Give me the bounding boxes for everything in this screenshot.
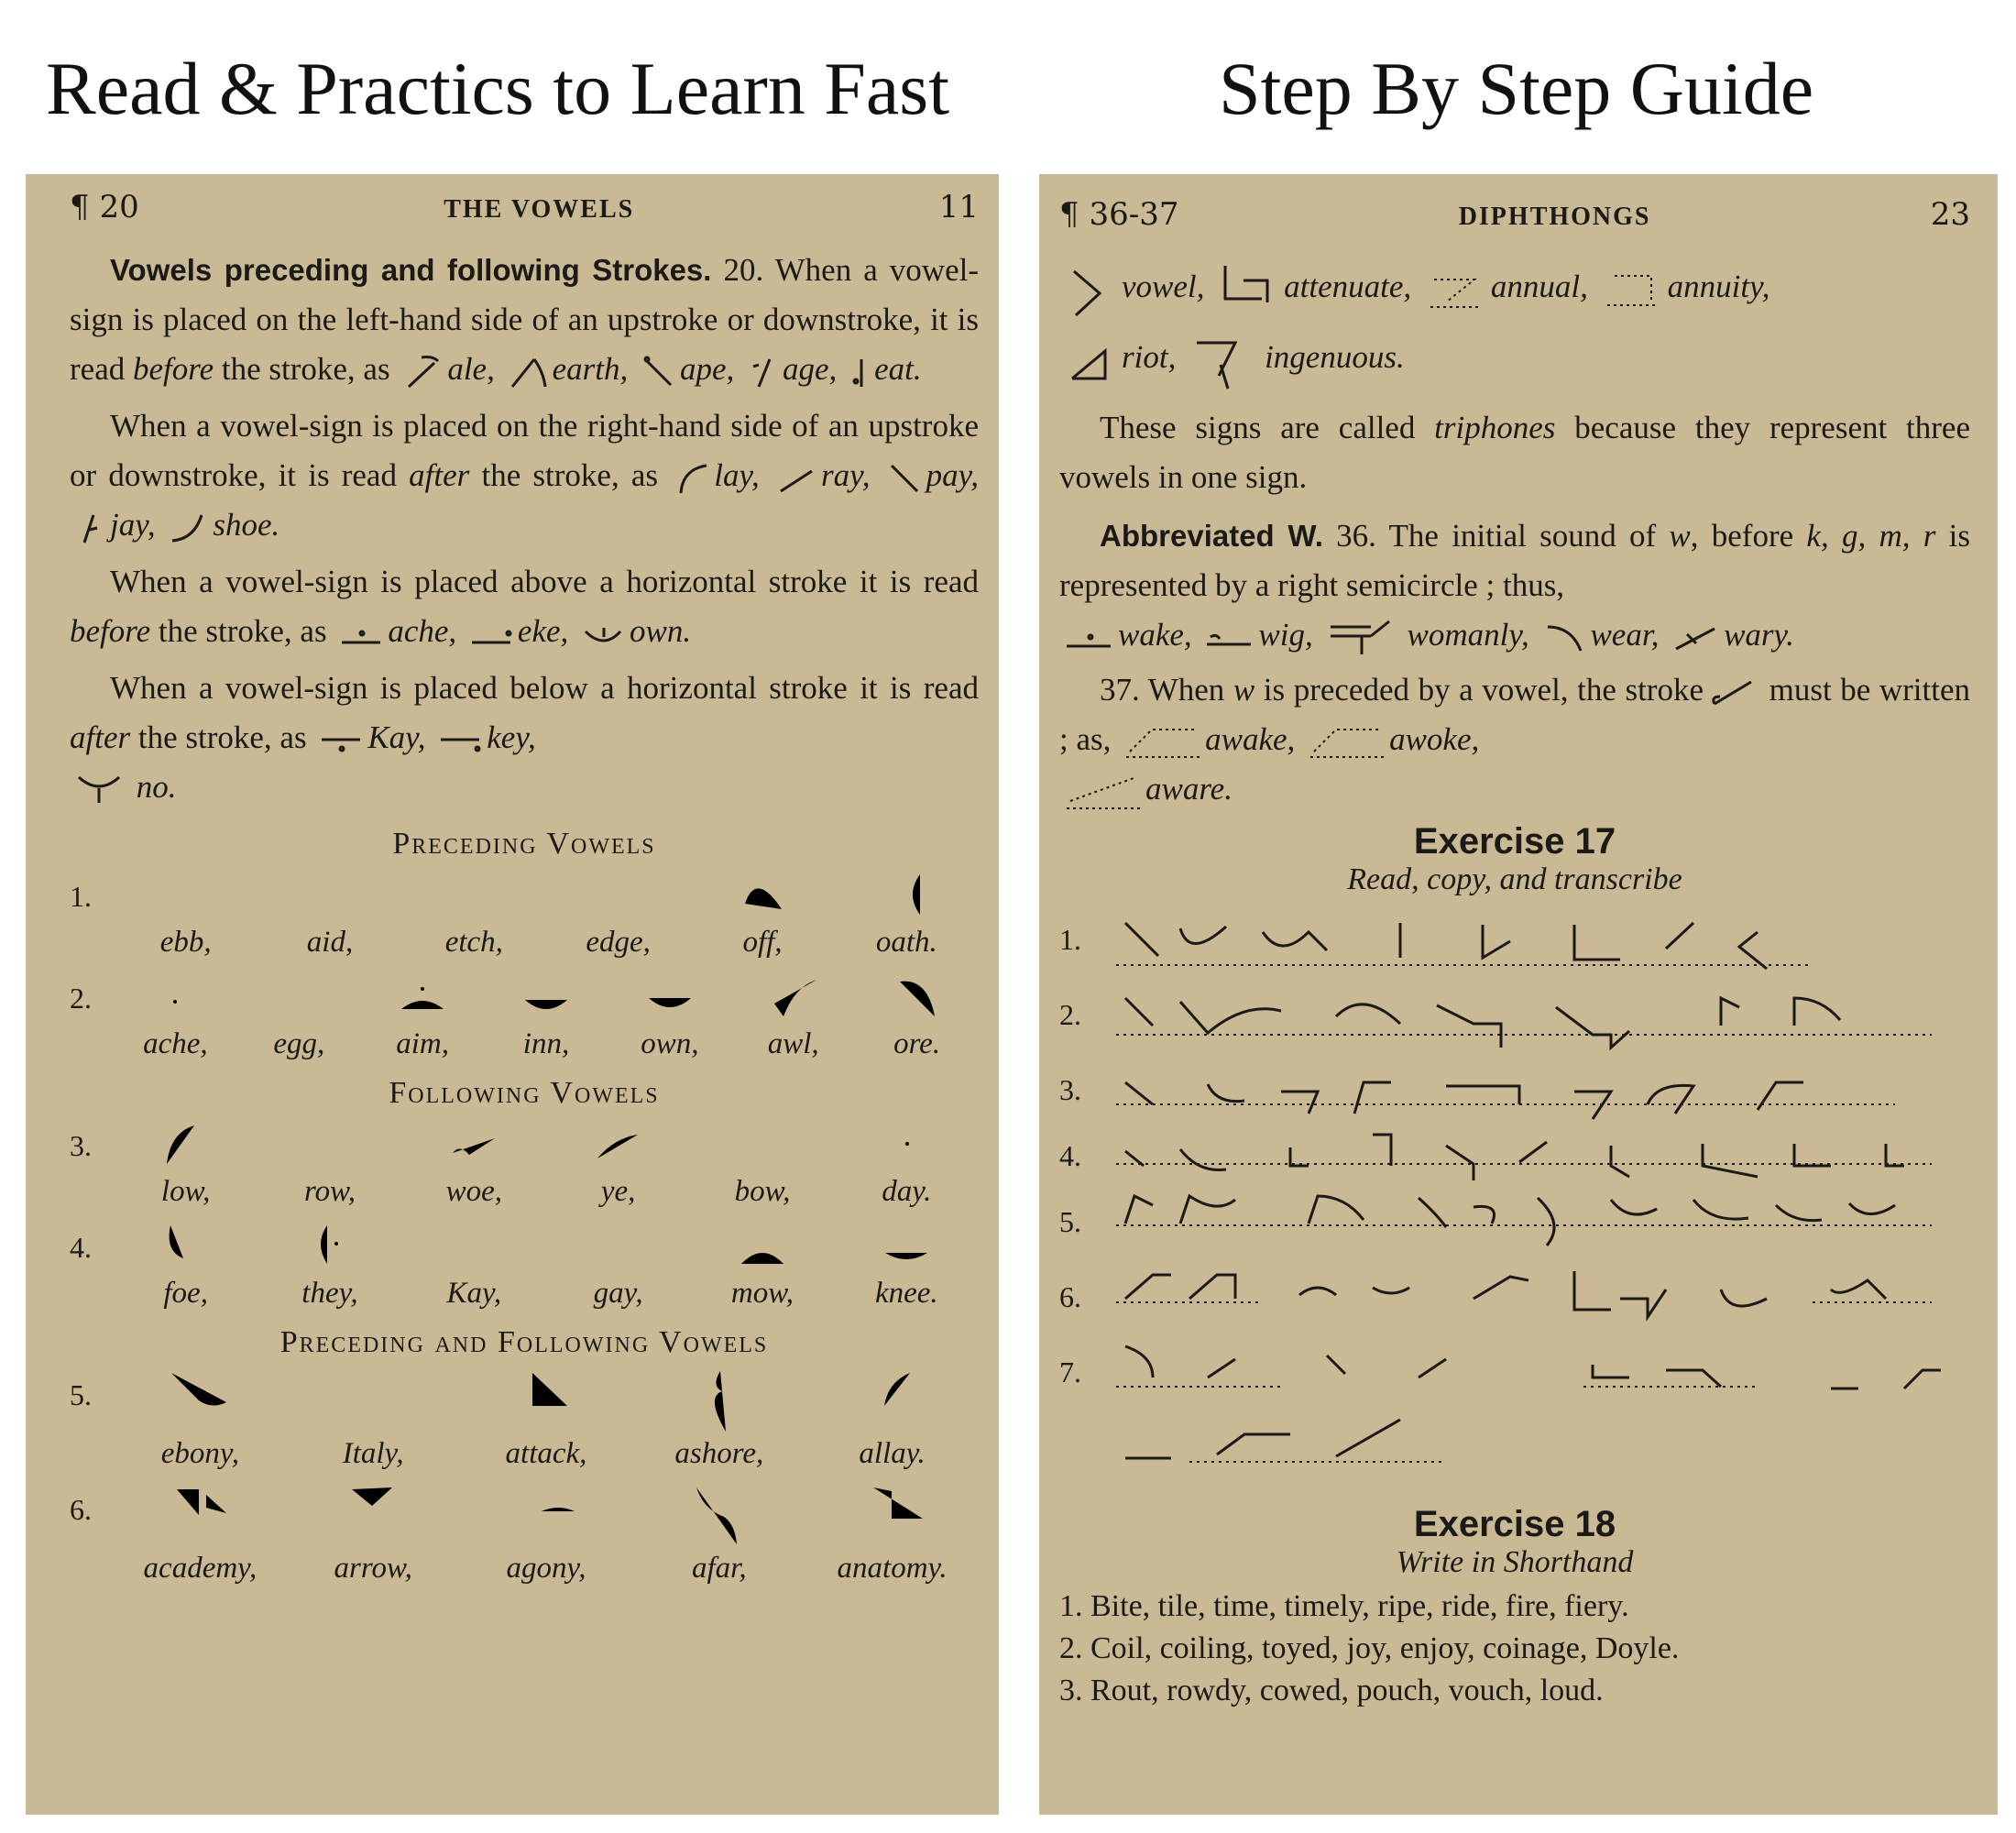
running-title: THE VOWELS xyxy=(444,195,635,224)
paragraph-vowels-below-cont: no. xyxy=(70,763,979,812)
shorthand-stroke-icon xyxy=(1203,624,1255,652)
shorthand-stroke-icon xyxy=(678,1480,761,1550)
shorthand-stroke-icon xyxy=(73,772,125,808)
vowel-example: oath. xyxy=(835,867,979,960)
exercise-row xyxy=(1059,1410,1970,1486)
shorthand-stroke-icon xyxy=(437,727,483,754)
shorthand-stroke-icon xyxy=(505,1366,587,1435)
exercise-18-subtitle: Write in Shorthand xyxy=(1396,1544,1634,1579)
paragraph-vowels-below: When a vowel-sign is placed below a horizontal stroke it is read after the stroke, as Kay, key, xyxy=(70,670,979,755)
shorthand-stroke-icon xyxy=(507,354,549,390)
shorthand-stroke-icon xyxy=(332,1366,414,1435)
shorthand-stroke-icon xyxy=(318,727,364,754)
shorthand-stroke-icon xyxy=(775,460,817,497)
exercise-row: 5. xyxy=(1059,1185,1970,1260)
shorthand-stroke-icon xyxy=(577,1116,660,1173)
shorthand-stroke-icon xyxy=(159,1480,241,1550)
exercise-18-title: Exercise 18 xyxy=(1413,1503,1616,1544)
shorthand-stroke-icon xyxy=(851,1480,934,1550)
shorthand-stroke-icon xyxy=(865,867,948,924)
right-page xyxy=(1039,174,1998,1815)
shorthand-stroke-icon xyxy=(257,969,340,1026)
paragraph-triphones: These signs are called triphones because they represent three vowels in one sign. xyxy=(1059,409,1970,495)
shorthand-stroke-icon xyxy=(876,969,959,1026)
shorthand-stroke-icon xyxy=(1307,724,1386,761)
vowel-example: ore. xyxy=(855,969,979,1061)
shorthand-stroke-icon xyxy=(849,354,871,390)
running-title: DIPHTHONGS xyxy=(1458,203,1651,231)
vowel-row: 2. ache, egg, aim, inn, own, awl, ore. xyxy=(70,969,979,1061)
shorthand-stroke-icon xyxy=(145,867,227,924)
vowel-example: arrow, xyxy=(287,1480,460,1586)
vowel-example: row, xyxy=(257,1116,401,1209)
shorthand-stroke-icon xyxy=(401,354,444,390)
shorthand-stroke-icon xyxy=(577,867,660,924)
vowel-example: Kay, xyxy=(402,1218,546,1311)
shorthand-stroke-icon xyxy=(145,1116,227,1173)
shorthand-stroke-icon xyxy=(1123,724,1201,761)
shorthand-stroke-icon xyxy=(145,1218,227,1275)
shorthand-stroke-icon xyxy=(1600,267,1664,313)
vowel-example: ye, xyxy=(546,1116,690,1209)
shorthand-stroke-icon xyxy=(865,1116,948,1173)
shorthand-stroke-icon xyxy=(73,510,106,546)
paragraph-37-cont: aware. xyxy=(1059,764,1970,814)
exercise-18-list xyxy=(1059,1586,1970,1712)
vowel-example: knee. xyxy=(835,1218,979,1311)
shorthand-stroke-icon xyxy=(505,1480,587,1550)
vowel-example: day. xyxy=(835,1116,979,1209)
paragraph-abbreviated-w: Abbreviated W. 36. The initial sound of w, before k, g, m, r is represented by a right semicircle ; thus, xyxy=(1059,517,1970,603)
shorthand-stroke-icon xyxy=(289,1116,371,1173)
shorthand-stroke-icon xyxy=(1063,772,1142,812)
vowel-example: anatomy. xyxy=(805,1480,979,1586)
vowel-example: woe, xyxy=(402,1116,546,1209)
shorthand-stroke-icon xyxy=(674,460,710,497)
triphone-examples-cont: riot, ingenuous. xyxy=(1059,324,1970,392)
exercise-17-subtitle: Read, copy, and transcribe xyxy=(1347,862,1682,896)
exercise-row: 7. xyxy=(1059,1335,1970,1410)
shorthand-stroke-icon xyxy=(1325,618,1404,658)
vowel-example: ebb, xyxy=(114,867,257,960)
shorthand-stroke-icon xyxy=(865,1218,948,1275)
vowel-example: afar, xyxy=(632,1480,805,1586)
shorthand-stroke-icon xyxy=(721,867,804,924)
shorthand-stroke-icon xyxy=(851,1366,934,1435)
page-header xyxy=(70,189,979,225)
exercise-17-title: Exercise 17 xyxy=(1413,820,1616,862)
shorthand-stroke-icon xyxy=(433,1218,515,1275)
shorthand-stroke-icon xyxy=(580,620,626,648)
shorthand-stroke-icon xyxy=(1188,328,1261,392)
section-heading: Preceding Vowels xyxy=(392,827,656,861)
shorthand-stroke-icon xyxy=(1671,621,1720,654)
paragraph-heading: Abbreviated W. xyxy=(1100,518,1323,553)
vowel-row: 4. foe, they, Kay, gay, mow, knee. xyxy=(70,1218,979,1311)
shorthand-stroke-icon xyxy=(1063,333,1118,388)
shorthand-line-icon xyxy=(1098,1187,1941,1258)
page-number: 23 xyxy=(1930,196,1970,233)
left-page xyxy=(26,174,999,1815)
vowel-example: ashore, xyxy=(632,1366,805,1471)
exercise-row: 6. xyxy=(1059,1260,1970,1335)
vowel-example: ebony, xyxy=(114,1366,287,1471)
vowel-row: 6. academy, arrow, agony, afar, anatomy. xyxy=(70,1480,979,1586)
vowel-example: Italy, xyxy=(287,1366,460,1471)
vowel-example: off, xyxy=(690,867,834,960)
vowel-row: 5. ebony, Italy, attack, ashore, allay. xyxy=(70,1366,979,1471)
shorthand-stroke-icon xyxy=(640,354,676,390)
shorthand-stroke-icon xyxy=(721,1116,804,1173)
shorthand-stroke-icon xyxy=(1707,676,1757,709)
vowel-example: mow, xyxy=(690,1218,834,1311)
vowel-example: academy, xyxy=(114,1480,287,1586)
shorthand-line-icon xyxy=(1098,1129,1941,1184)
paragraph-37: 37. When w is preceded by a vowel, the stroke must be written ; as, awake, awoke, xyxy=(1059,665,1970,764)
shorthand-stroke-icon xyxy=(678,1366,761,1435)
abbreviated-w-examples: wake, wig, womanly, wear, wary. xyxy=(1059,610,1970,660)
shorthand-stroke-icon xyxy=(159,1366,241,1435)
section-mark: ¶ 20 xyxy=(70,189,139,225)
vowel-example: foe, xyxy=(114,1218,257,1311)
vowel-example: awl, xyxy=(731,969,855,1061)
shorthand-stroke-icon xyxy=(505,969,587,1026)
vowel-example: etch, xyxy=(402,867,546,960)
shorthand-stroke-icon xyxy=(289,1218,371,1275)
paragraph-vowels-following: When a vowel-sign is placed on the right-hand side of an upstroke or downstroke, it is read after the stroke, as lay, ray, pay, jay, shoe. xyxy=(70,401,979,550)
vowel-example: inn, xyxy=(485,969,608,1061)
shorthand-line-icon xyxy=(1098,980,1941,1051)
vowel-example: low, xyxy=(114,1116,257,1209)
vowel-example: attack, xyxy=(460,1366,633,1471)
shorthand-stroke-icon xyxy=(886,460,923,497)
shorthand-stroke-icon xyxy=(468,620,514,648)
shorthand-stroke-icon xyxy=(746,354,779,390)
vowel-row: 3. low, row, woe, ye, bow, day. xyxy=(70,1116,979,1209)
vowel-example: gay, xyxy=(546,1218,690,1311)
shorthand-stroke-icon xyxy=(134,969,216,1026)
shorthand-stroke-icon xyxy=(1423,267,1487,313)
shorthand-stroke-icon xyxy=(752,969,835,1026)
shorthand-stroke-icon xyxy=(1216,262,1280,317)
banner-left-title: Read & Practics to Learn Fast xyxy=(46,47,950,130)
paragraph-vowels-preceding: Vowels preceding and following Strokes. 20. When a vowel-sign is placed on the left-hand side of an upstroke or downstroke, it is read before the stroke, as ale, earth, ape, age, eat. xyxy=(70,246,979,394)
vowel-example: allay. xyxy=(805,1366,979,1471)
exercise-row: 2. xyxy=(1059,978,1970,1053)
exercise-row: 3. xyxy=(1059,1053,1970,1128)
shorthand-stroke-icon xyxy=(289,867,371,924)
page-number: 11 xyxy=(938,189,979,225)
triphone-examples: vowel, attenuate, annual, annuity, xyxy=(1059,249,1970,324)
shorthand-line-icon xyxy=(1098,1412,1941,1484)
vowel-example: own, xyxy=(608,969,731,1061)
shorthand-stroke-icon xyxy=(577,1218,660,1275)
banner-right-title: Step By Step Guide xyxy=(1219,47,1814,130)
vowel-example: egg, xyxy=(237,969,361,1061)
vowel-example: they, xyxy=(257,1218,401,1311)
vowel-example: ache, xyxy=(114,969,237,1061)
shorthand-line-icon xyxy=(1098,905,1941,976)
shorthand-stroke-icon xyxy=(381,969,464,1026)
shorthand-stroke-icon xyxy=(433,1116,515,1173)
paragraph-vowels-above: When a vowel-sign is placed above a horizontal stroke it is read before the stroke, as ache, eke, own. xyxy=(70,564,979,649)
vowel-example: agony, xyxy=(460,1480,633,1586)
shorthand-stroke-icon xyxy=(1063,624,1114,652)
section-heading: Preceding and Following Vowels xyxy=(279,1325,769,1359)
shorthand-line-icon xyxy=(1098,1262,1941,1334)
section-mark: ¶ 36-37 xyxy=(1059,196,1179,233)
shorthand-stroke-icon xyxy=(332,1480,414,1550)
section-heading: Following Vowels xyxy=(389,1076,660,1110)
list-item: 1. Bite, tile, time, timely, ripe, ride, fire, fiery. xyxy=(1059,1588,1629,1623)
vowel-example: aid, xyxy=(257,867,401,960)
vowel-row: 1. ebb, aid, etch, edge, off, oath. xyxy=(70,867,979,960)
shorthand-stroke-icon xyxy=(721,1218,804,1275)
page-header xyxy=(1059,196,1970,233)
shorthand-stroke-icon xyxy=(338,620,384,648)
paragraph-heading: Vowels preceding and following Strokes. xyxy=(110,253,712,287)
list-item: 2. Coil, coiling, toyed, joy, enjoy, coinage, Doyle. xyxy=(1059,1630,1680,1665)
exercise-row: 4. xyxy=(1059,1128,1970,1185)
shorthand-stroke-icon xyxy=(1540,620,1586,656)
shorthand-line-icon xyxy=(1098,1337,1941,1409)
vowel-example: bow, xyxy=(690,1116,834,1209)
vowel-example: edge, xyxy=(546,867,690,960)
list-item: 3. Rout, rowdy, cowed, pouch, vouch, loud. xyxy=(1059,1673,1604,1707)
exercise-row: 1. xyxy=(1059,903,1970,978)
shorthand-stroke-icon xyxy=(629,969,711,1026)
shorthand-stroke-icon xyxy=(167,510,209,546)
shorthand-stroke-icon xyxy=(433,867,515,924)
shorthand-line-icon xyxy=(1098,1055,1941,1126)
vowel-example: aim, xyxy=(361,969,485,1061)
shorthand-stroke-icon xyxy=(1063,262,1118,317)
